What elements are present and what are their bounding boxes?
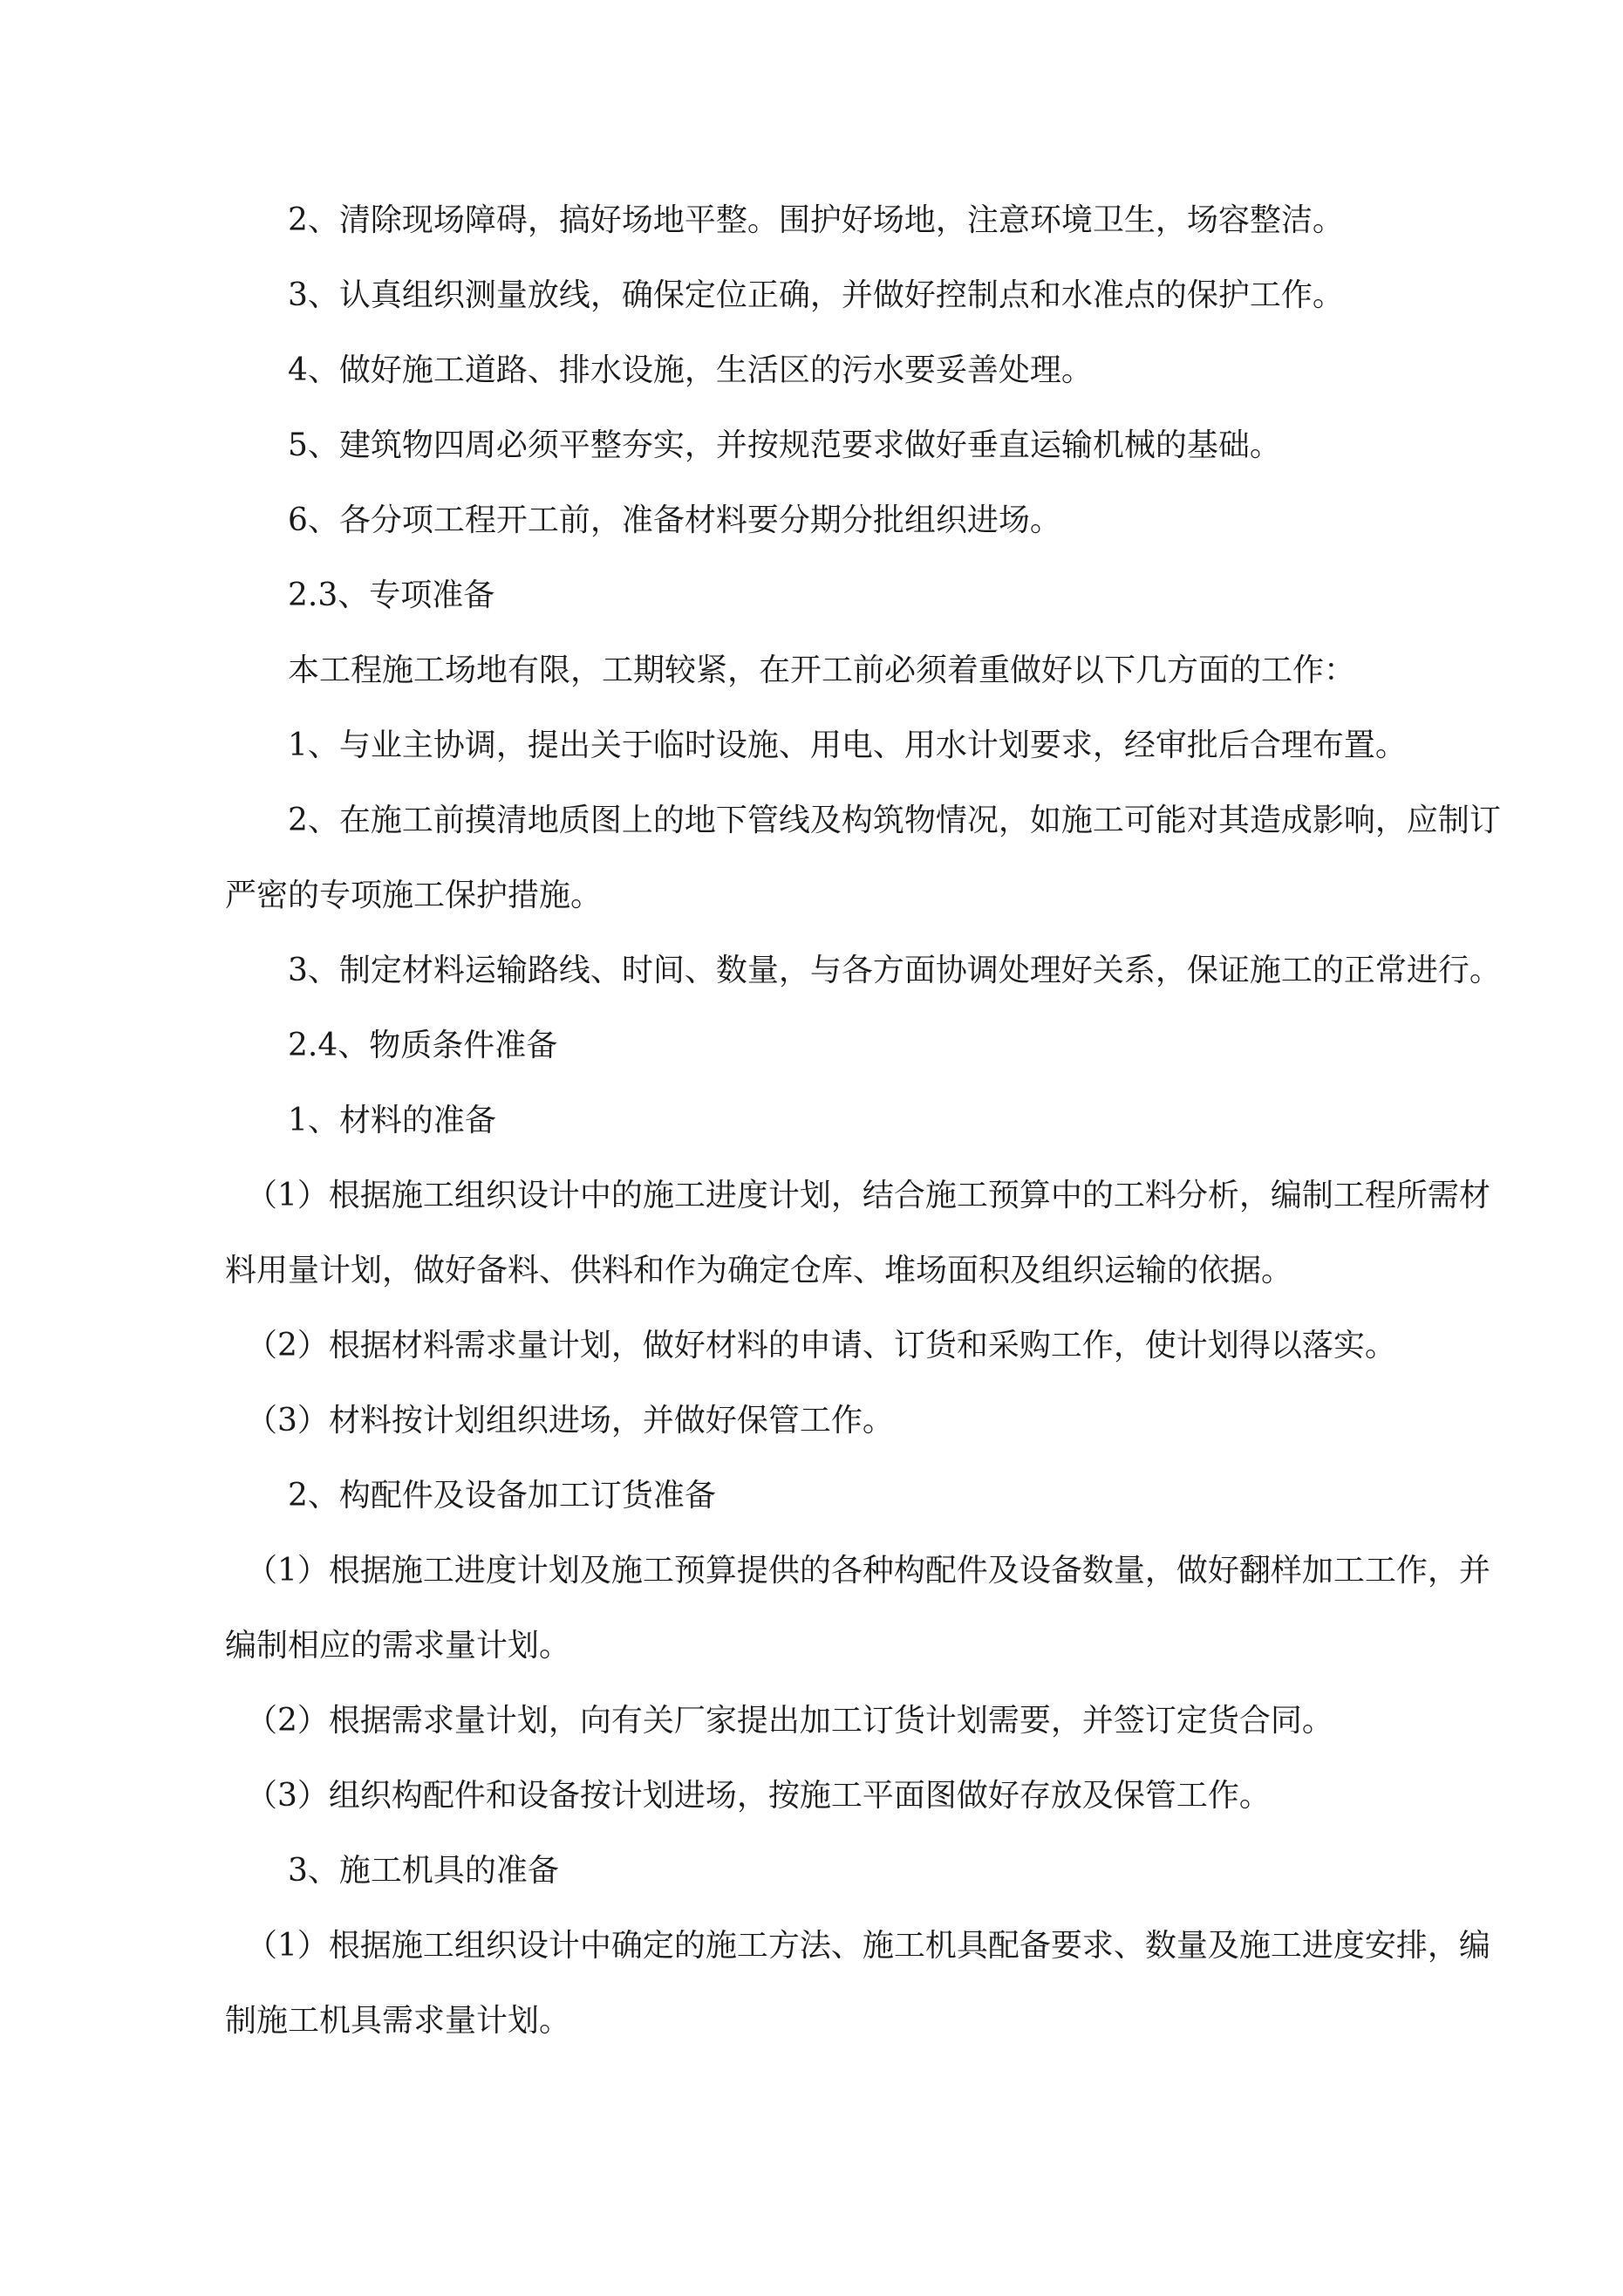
paragraph: 3、制定材料运输路线、时间、数量，与各方面协调处理好关系，保证施工的正常进行。	[288, 953, 1501, 988]
paragraph: （3）材料按计划组织进场，并做好保管工作。	[246, 1403, 894, 1438]
subsection-heading: 2、构配件及设备加工订货准备	[288, 1478, 716, 1514]
paragraph: （1）根据施工组织设计中确定的施工方法、施工机具配备要求、数量及施工进度安排，编制施工机具需求量计划。	[225, 1928, 1490, 2039]
paragraph: 3、认真组织测量放线，确保定位正确，并做好控制点和水准点的保护工作。	[288, 277, 1344, 313]
paragraph: 2、在施工前摸清地质图上的地下管线及构筑物情况，如施工可能对其造成影响，应制订严密的专项施工保护措施。	[225, 803, 1501, 913]
document-body	[225, 183, 1521, 2059]
paragraph: 4、做好施工道路、排水设施，生活区的污水要妥善处理。	[288, 352, 1093, 388]
paragraph: 6、各分项工程开工前，准备材料要分期分批组织进场。	[288, 502, 1061, 538]
paragraph: 1、与业主协调，提出关于临时设施、用电、用水计划要求，经审批后合理布置。	[288, 728, 1407, 763]
paragraph: 2、清除现场障碍，搞好场地平整。围护好场地，注意环境卫生，场容整洁。	[288, 202, 1344, 238]
section-heading: 2.3、专项准备	[288, 577, 495, 613]
subsection-heading: 1、材料的准备	[288, 1103, 496, 1138]
paragraph: （3）组织构配件和设备按计划进场，按施工平面图做好存放及保管工作。	[246, 1778, 1271, 1814]
paragraph: （2）根据需求量计划，向有关厂家提出加工订货计划需要，并签订定货合同。	[246, 1703, 1333, 1739]
paragraph: （2）根据材料需求量计划，做好材料的申请、订货和采购工作，使计划得以落实。	[246, 1328, 1396, 1363]
paragraph: （1）根据施工进度计划及施工预算提供的各种构配件及设备数量，做好翻样加工工作，并编制相应的需求量计划。	[225, 1553, 1490, 1664]
paragraph: 本工程施工场地有限，工期较紧，在开工前必须着重做好以下几方面的工作：	[288, 653, 1356, 688]
section-heading: 2.4、物质条件准备	[288, 1028, 558, 1063]
paragraph: 5、建筑物四周必须平整夯实，并按规范要求做好垂直运输机械的基础。	[288, 427, 1281, 463]
paragraph: （1）根据施工组织设计中的施工进度计划，结合施工预算中的工料分析，编制工程所需材料用量计划，做好备料、供料和作为确定仓库、堆场面积及组织运输的依据。	[225, 1178, 1490, 1288]
subsection-heading: 3、施工机具的准备	[288, 1853, 559, 1889]
